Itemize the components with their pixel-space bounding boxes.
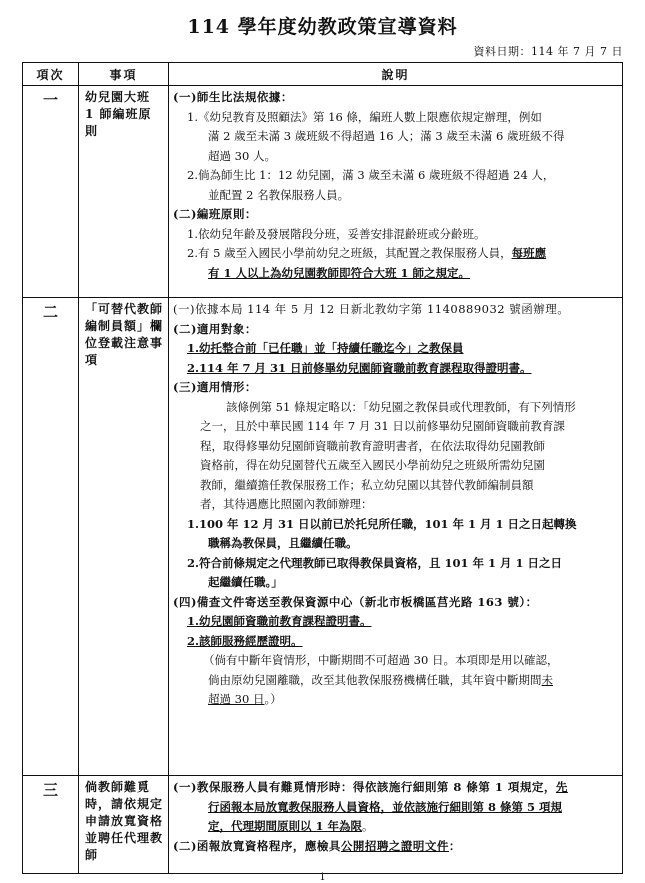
list-item-continued: 並配置 2 名教保服務人員。: [208, 187, 350, 202]
list-item: 1.《幼兒教育及照顧法》第 16 條，編班人數上限應依規定辦理，例如: [187, 109, 542, 124]
section-heading: (二)編班原則：: [173, 207, 257, 221]
row-number: 三: [23, 776, 79, 874]
header-item-number: 項次: [23, 63, 79, 86]
list-item-continued: 滿 2 歲至未滿 3 歲班級不得超過 16 人；滿 3 歲至未滿 6 歲班級不得: [208, 129, 565, 143]
text-span: (一)教保服務人員有難覓情形時：得依該施行細則第 8 條第 1 項規定，: [173, 780, 556, 794]
list-item: [173, 244, 618, 264]
section-heading: (四)備查文件寄送至教保資源中心（新北市板橋區莒光路 163 號）：: [173, 594, 538, 609]
section-heading: (一)依據本局 114 年 5 月 12 日新北教幼字第 1140889032 號函辦理。: [173, 302, 570, 316]
underlined-text: 公開招聘之證明文件: [340, 838, 449, 853]
section-heading: (二)適用對象：: [173, 321, 257, 336]
text-span: 2.有 5 歲至入國民小學前幼兒之班級，其配置之教保服務人員，: [187, 246, 512, 260]
policy-table: [22, 62, 623, 874]
paragraph-line: 該條例第 51 條規定略以：「幼兒園之教保員或代理教師，有下列情形: [226, 399, 576, 414]
document-title: 114 學年度幼教政策宣導資料: [187, 16, 458, 38]
document-date: 資料日期：114 年 7 月 7 日: [473, 45, 623, 58]
list-item: 2.符合前條規定之代理教師已取得教保員資格，且 101 年 1 月 1 日之日: [187, 555, 563, 570]
page-number: 1: [319, 872, 326, 883]
underlined-text: 超過 30 日: [208, 692, 265, 706]
table-row: [23, 776, 623, 874]
section-heading: [173, 837, 618, 857]
row-description: [169, 776, 623, 874]
table-header-row: [23, 63, 623, 86]
row-matter: 幼兒園大班 1 師編班原則: [79, 86, 169, 298]
row-number: 一: [23, 86, 79, 298]
text-span: (二)函報放寬資格程序，應檢具: [173, 838, 341, 853]
list-item: 1.幼兒園師資職前教育課程證明書。: [187, 614, 372, 628]
emphasis-text: 定，代理期間原則以 1 年為限: [208, 819, 363, 833]
emphasis-text: 有 1 人以上為幼兒園教師即符合大班 1 師之規定。: [208, 265, 471, 280]
list-item-continued: 職稱為教保員，且繼續任職。: [208, 536, 358, 550]
paragraph-line: 者，其待遇應比照園內教師辦理：: [200, 497, 373, 511]
row-description: [169, 86, 623, 298]
emphasis-text: 行函報本局放寬教保服務人員資格，並依該施行細則第 8 條第 5 項規: [208, 799, 563, 814]
underlined-text: 未: [541, 672, 553, 687]
list-item: 1.幼托整合前「已任職」並「持續任職迄今」之教保員: [187, 341, 464, 355]
text-span: 。: [362, 819, 374, 833]
note-line: [173, 690, 618, 710]
list-item: 1.依幼兒年齡及發展階段分班，妥善安排混齡班或分齡班。: [187, 226, 486, 241]
paragraph-line: 程，取得修畢幼兒園師資職前教育證明書者，在依法取得幼兒園教師: [200, 438, 545, 453]
table-row: [23, 298, 623, 776]
list-item: 2.114 年 7 月 31 日前修畢幼兒園師資職前教育課程取得證明書。: [187, 360, 532, 375]
list-item-continued: 起繼續任職。」: [208, 575, 283, 589]
row-matter: 倘教師難覓時，請依規定申請放寬資格並聘任代理教師: [79, 776, 169, 874]
header-description: 說明: [169, 63, 623, 86]
list-item: 2.倘為師生比 1：12 幼兒園，滿 3 歲至未滿 6 歲班級不得超過 24 人，: [187, 168, 555, 182]
table-row: [23, 86, 623, 298]
row-matter: 「可替代教師編制員額」欄位登載注意事項: [79, 298, 169, 776]
emphasis-text: 每班應: [511, 246, 547, 260]
text-span: 。）: [264, 692, 282, 706]
paragraph-line: 教師，繼續擔任教保服務工作；私立幼兒園以其替代教師編制員額: [200, 477, 534, 492]
row-description: [169, 298, 623, 776]
section-heading: (一)師生比法規依據：: [173, 90, 293, 104]
list-item-continued: [173, 817, 618, 837]
paragraph-line: 之一，且於中華民國 114 年 7 月 31 日以前修畢幼兒園師資職前教育課: [200, 419, 565, 433]
note-line: （倘有中斷年資情形，中斷期間不可超過 30 日。本項即是用以確認，: [203, 653, 559, 667]
text-span: ：: [448, 838, 461, 853]
text-span: 倘由原幼兒園離職，改至其他教保服務機構任職，其年資中斷期間: [208, 672, 542, 687]
paragraph-line: 資格前，得在幼兒園替代五歲至入國民小學前幼兒之班級所需幼兒園: [200, 458, 545, 472]
section-heading: (三)適用情形：: [173, 380, 257, 394]
header-matter: 事項: [79, 63, 169, 86]
note-line: [173, 671, 618, 691]
list-item: 2.該師服務經歷證明。: [187, 633, 303, 648]
list-item-continued: 超過 30 人。: [208, 148, 276, 163]
list-item: 1.100 年 12 月 31 日以前已於托兒所任職，101 年 1 月 1 日之日起轉換: [187, 516, 577, 531]
row-number: 二: [23, 298, 79, 776]
emphasis-text: 先: [555, 780, 568, 794]
section-heading: [173, 778, 618, 798]
